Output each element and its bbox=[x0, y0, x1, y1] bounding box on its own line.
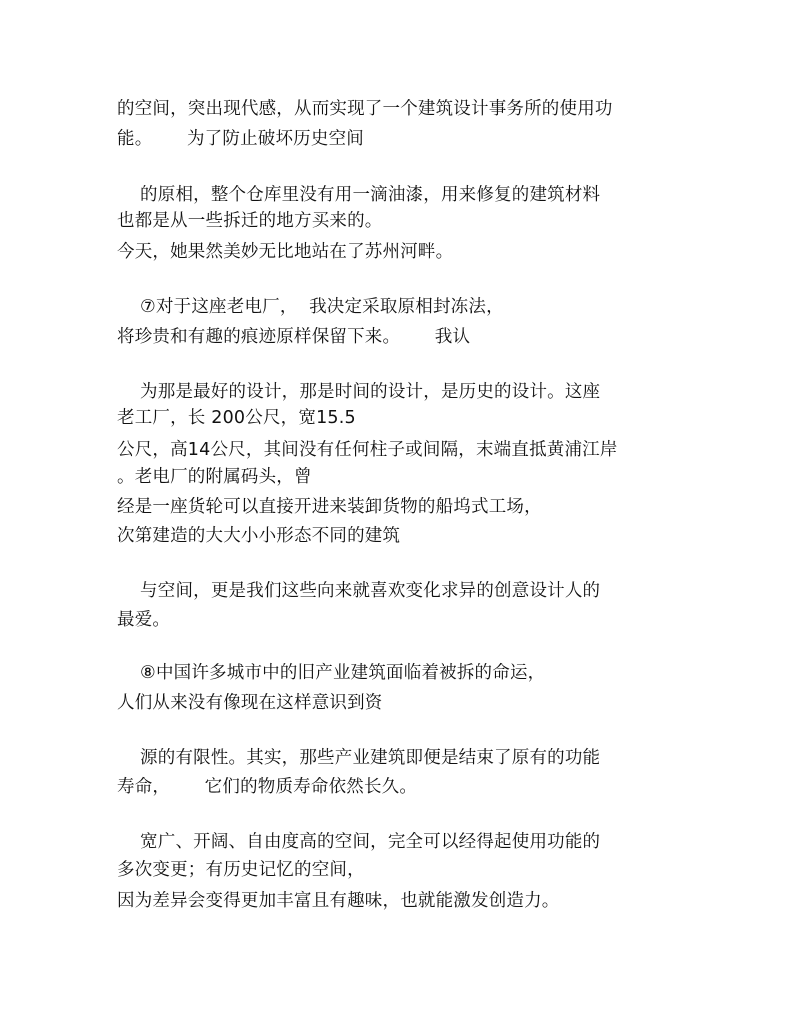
text-line: 今天，她果然美妙无比地站在了苏州河畔。 bbox=[117, 242, 454, 262]
text-line: 与空间，更是我们这些向来就喜欢变化求异的创意设计人的 bbox=[117, 581, 601, 601]
text-line: 为那是最好的设计，那是时间的设计，是历史的设计。这座 bbox=[117, 382, 601, 402]
text-line: 多次变更；有历史记忆的空间， bbox=[117, 860, 365, 880]
text-line: 宽广、开阔、自由度高的空间，完全可以经得起使用功能的 bbox=[117, 832, 601, 852]
text-line: 因为差异会变得更加丰富且有趣味，也就能激发创造力。 bbox=[117, 891, 560, 911]
text-line: 的原相，整个仓库里没有用一滴油漆，用来修复的建筑材料 bbox=[117, 185, 601, 205]
text-line: 次第建造的大大小小形态不同的建筑 bbox=[117, 526, 401, 546]
text-line: 经是一座货轮可以直接开进来装卸货物的船坞式工场， bbox=[117, 497, 542, 517]
text-line: 将珍贵和有趣的痕迹原样保留下来。 我认 bbox=[117, 327, 471, 347]
text-line: 能。 为了防止破坏历史空间 bbox=[117, 129, 364, 149]
text-line: ⑦对于这座老电厂， 我决定采取原相封冻法， bbox=[117, 297, 504, 317]
text-line: ⑧中国许多城市中的旧产业建筑面临着被拆的命运， bbox=[117, 663, 546, 683]
text-line: 的空间，突出现代感，从而实现了一个建筑设计事务所的使用功 bbox=[117, 99, 613, 119]
text-line: 公尺，高14公尺，其间没有任何柱子或间隔，末端直抵黄浦江岸 bbox=[117, 440, 618, 460]
text-line: 源的有限性。其实，那些产业建筑即便是结束了原有的功能 bbox=[117, 748, 601, 768]
text-line: 。老电厂的附属码头，曾 bbox=[117, 467, 312, 487]
text-line: 最爱。 bbox=[117, 610, 171, 630]
text-line: 也都是从一些拆迁的地方买来的。 bbox=[117, 211, 383, 231]
text-line: 人们从来没有像现在这样意识到资 bbox=[117, 693, 383, 713]
text-line: 寿命， 它们的物质寿命依然长久。 bbox=[117, 777, 418, 797]
text-line: 老工厂，长 200公尺，宽15.5 bbox=[117, 408, 356, 428]
